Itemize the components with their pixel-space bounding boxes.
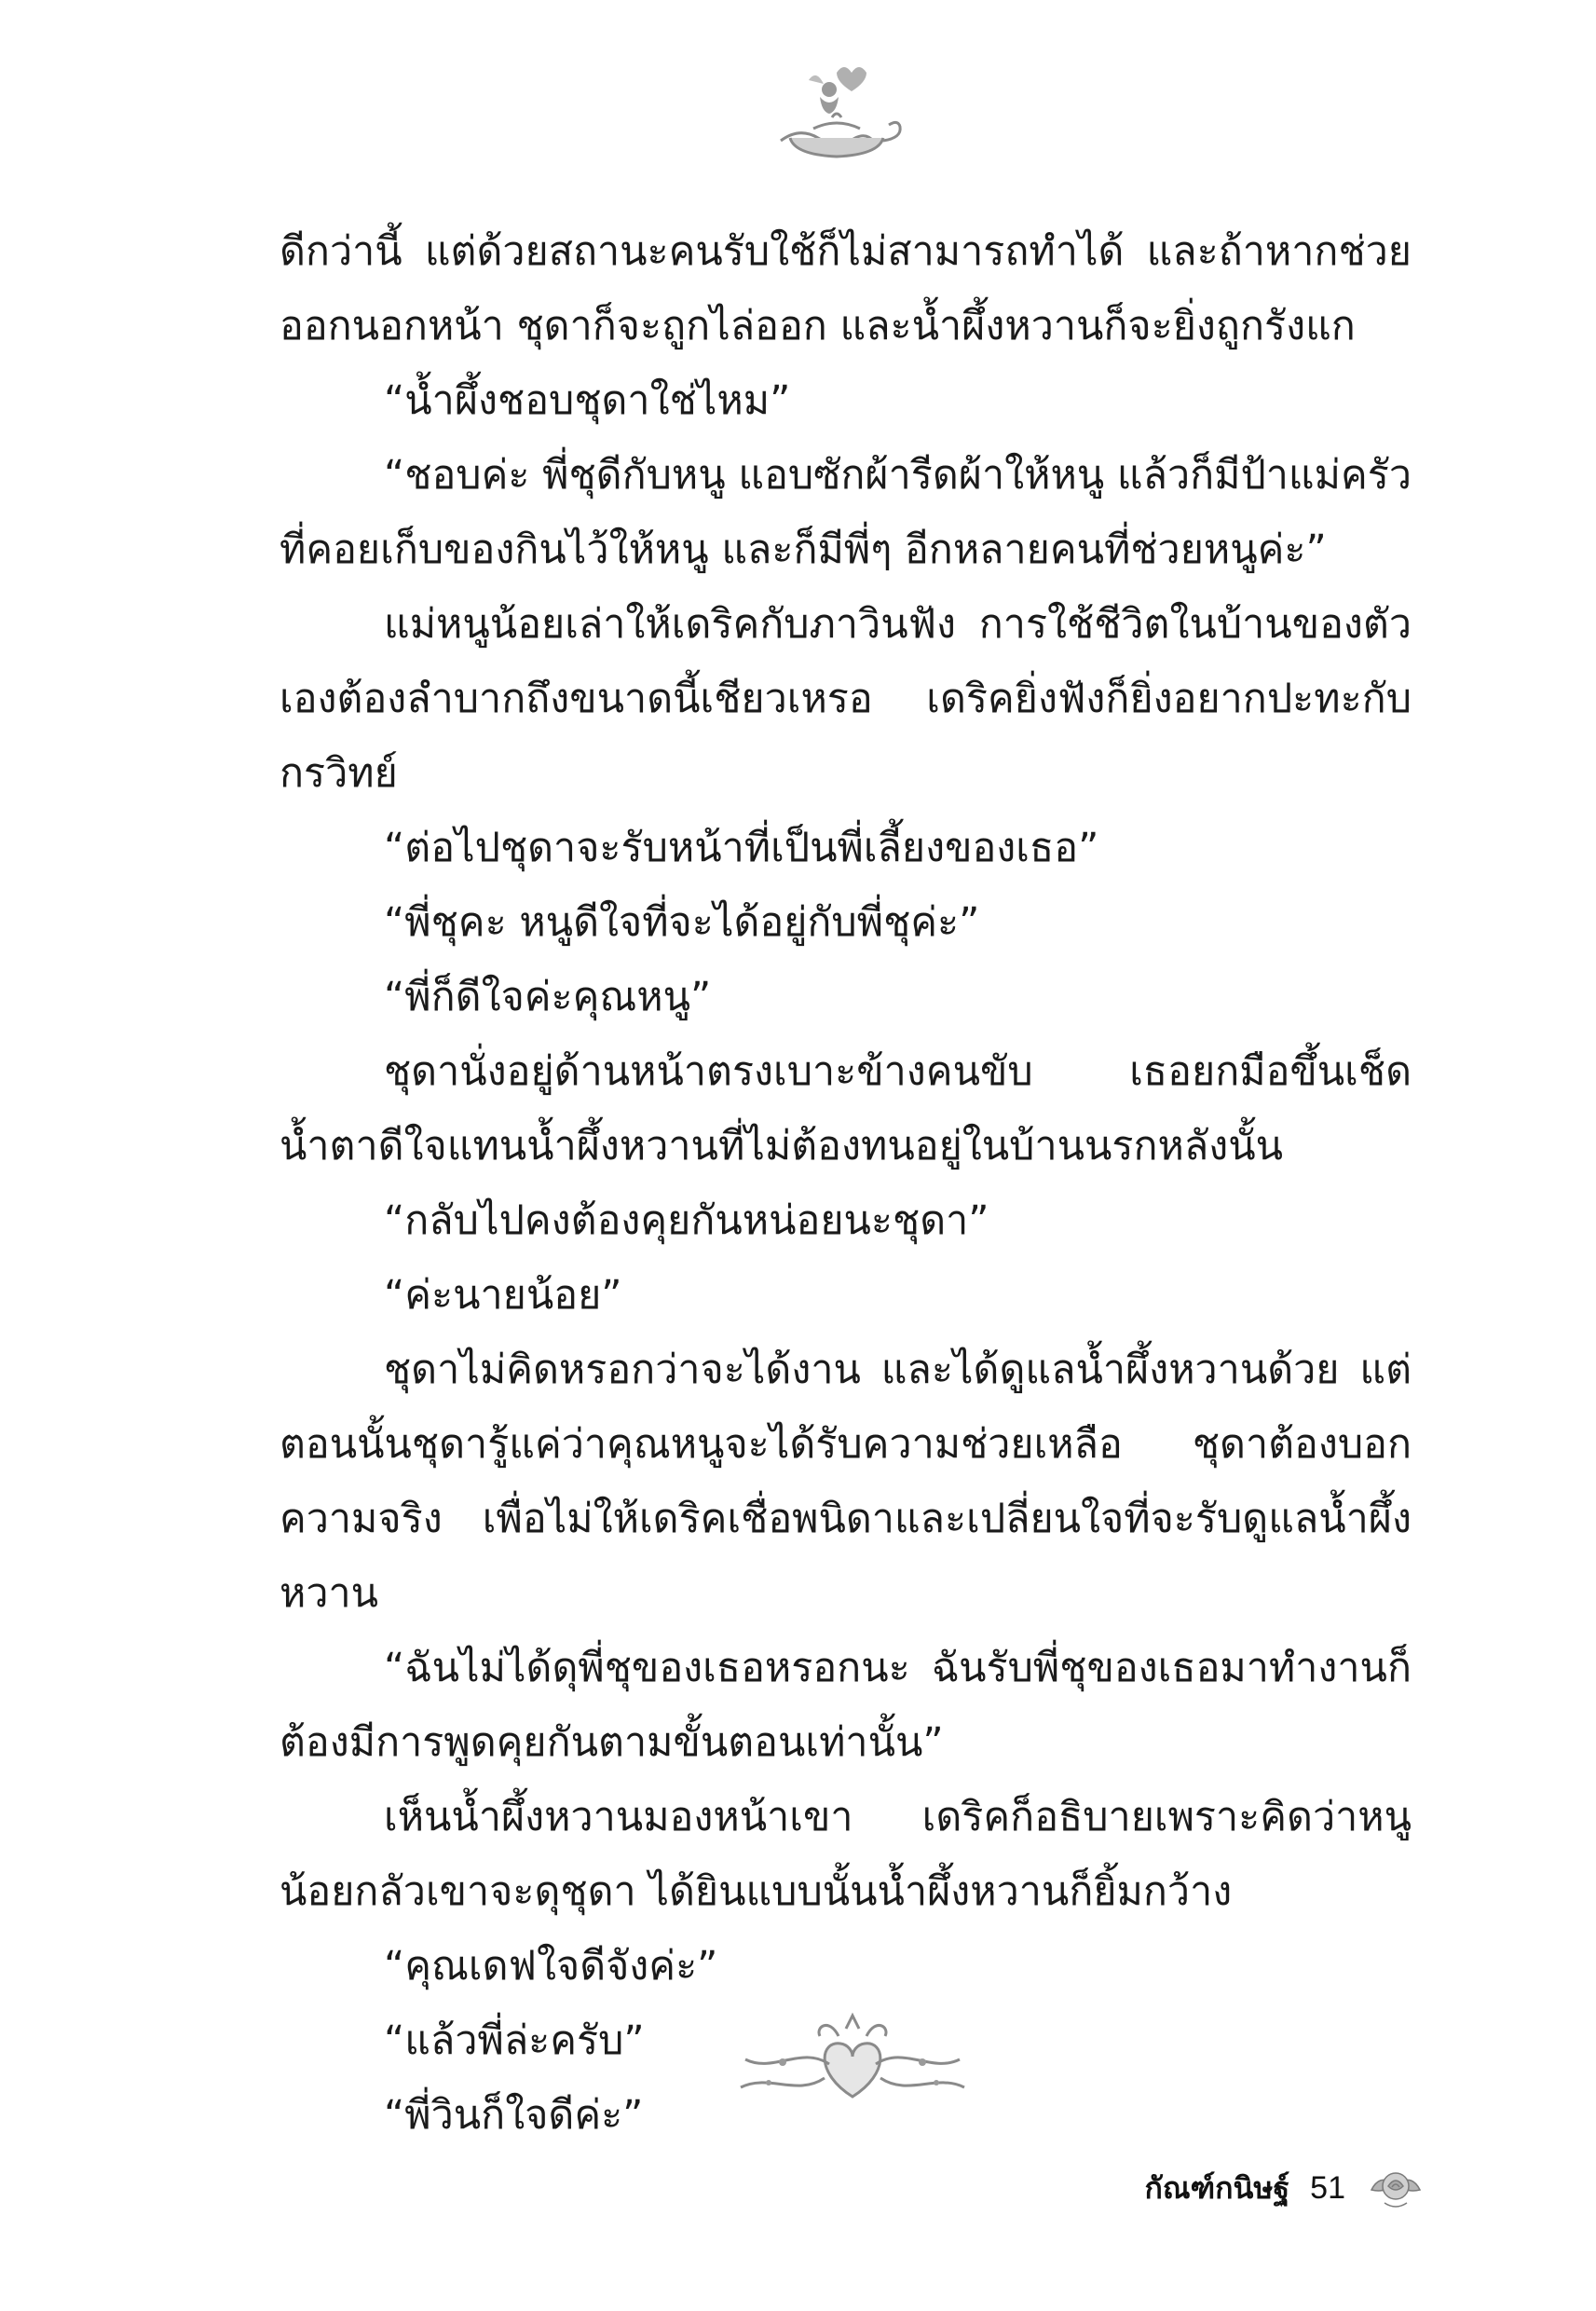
- dialogue-line: “น้ำผึ้งชอบชุดาใช่ไหม”: [384, 377, 791, 424]
- dialogue-line: “กลับไปคงต้องคุยกันหน่อยนะชุดา”: [384, 1197, 989, 1244]
- dialogue-line: “พี่วินก็ใจดีค่ะ”: [384, 2092, 644, 2139]
- paragraph: ชุดาไม่คิดหรอกว่าจะได้งาน และได้ดูแลน้ำผึ้งหวานด้วย แต่ตอนนั้นชุดารู้แค่ว่าคุณหนูจะได้รับความช่วยเหลือ ชุดาต้องบอกความจริง เพื่อไม่ให้เดริคเชื่อพนิดาและเปลี่ยนใจที่จะรับดูแลน้ำผึ้งหวาน: [280, 1347, 1412, 1617]
- dialogue-line: “ฉันไม่ได้ดุพี่ชุของเธอหรอกนะ ฉันรับพี่ชุของเธอมาทำงานก็ต้องมีการพูดคุยกันตามขั้นตอนเท่านั้น”: [280, 1645, 1412, 1766]
- dialogue-line: “ต่อไปชุดาจะรับหน้าที่เป็นพี่เลี้ยงของเธอ”: [384, 825, 1099, 871]
- body-text: [280, 214, 1412, 2153]
- cupid-teapot-icon: [762, 52, 911, 164]
- paragraph: เห็นน้ำผึ้งหวานมองหน้าเขา เดริคก็อธิบายเพราะคิดว่าหนูน้อยกลัวเขาจะดุชุดา ได้ยินแบบนั้นน้ำผึ้งหวานก็ยิ้มกว้าง: [280, 1794, 1412, 1915]
- rose-icon: [1366, 2162, 1425, 2214]
- dialogue-line: “พี่ก็ดีใจค่ะคุณหนู”: [384, 974, 712, 1020]
- paragraph: แม่หนูน้อยเล่าให้เดริคกับภาวินฟัง การใช้ชีวิตในบ้านของตัวเองต้องลำบากถึงขนาดนี้เชียวเหรอ เดริคยิ่งฟังก็ยิ่งอยากปะทะกับกรวิทย์: [280, 601, 1412, 797]
- dialogue-line: “แล้วพี่ล่ะครับ”: [384, 2017, 645, 2064]
- book-title: กัณฑ์กนิษฐ์: [1144, 2169, 1290, 2206]
- page-number: 51: [1310, 2169, 1345, 2206]
- paragraph: ชุดานั่งอยู่ด้านหน้าตรงเบาะข้างคนขับ เธอยกมือขึ้นเช็ดน้ำตาดีใจแทนน้ำผึ้งหวานที่ไม่ต้องทนอยู่ในบ้านนรกหลังนั้น: [280, 1048, 1412, 1169]
- paragraph: ดีกว่านี้ แต่ด้วยสถานะคนรับใช้ก็ไม่สามารถทำได้ และถ้าหากช่วยออกนอกหน้า ชุดาก็จะถูกไล่ออก และน้ำผึ้งหวานก็จะยิ่งถูกรังแก: [280, 228, 1412, 349]
- dialogue-line: “คุณเดฟใจดีจังค่ะ”: [384, 1943, 718, 1990]
- heart-flourish-icon: [727, 2008, 978, 2115]
- dialogue-line: “ค่ะนายน้อย”: [384, 1272, 622, 1319]
- dialogue-line: “ชอบค่ะ พี่ชุดีกับหนู แอบซักผ้ารีดผ้าให้หนู แล้วก็มีป้าแม่ครัวที่คอยเก็บของกินไว้ให้หนู และก็มีพี่ๆ อีกหลายคนที่ช่วยหนูค่ะ”: [280, 452, 1412, 573]
- dialogue-line: “พี่ชุคะ หนูดีใจที่จะได้อยู่กับพี่ชุค่ะ”: [384, 899, 980, 946]
- page-footer: [1071, 2160, 1425, 2216]
